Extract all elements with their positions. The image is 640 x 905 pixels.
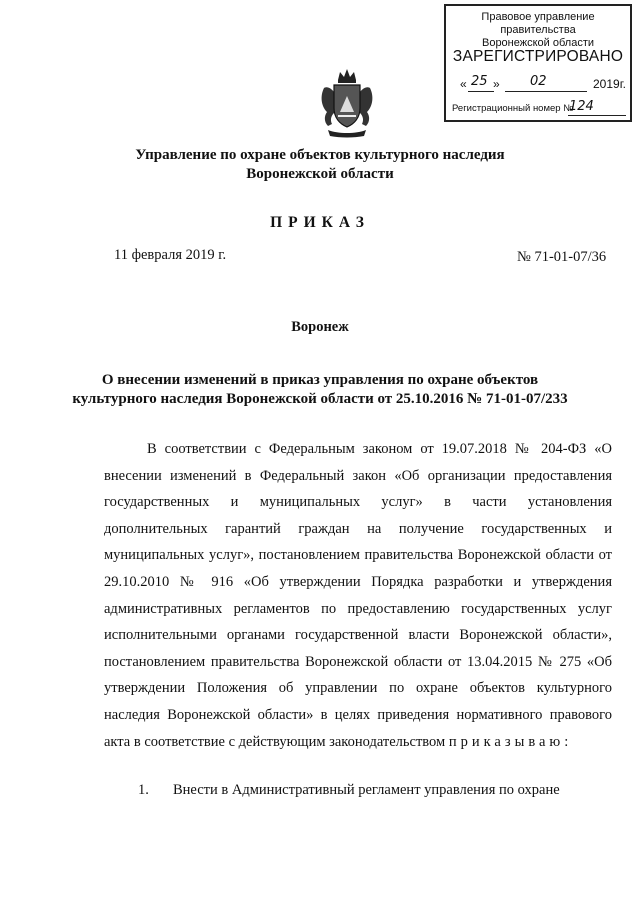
stamp-org xyxy=(446,11,630,50)
organization-name-line1: Управление по охране объектов культурного наследия xyxy=(135,147,505,163)
organization-name-line2: Воронежской области xyxy=(246,166,394,182)
stamp-reg-number-label: Регистрационный номер № xyxy=(452,103,574,114)
registration-stamp xyxy=(444,4,632,122)
organization-name xyxy=(0,146,640,184)
stamp-reg-number-value: 124 xyxy=(569,99,594,114)
order-item-1 xyxy=(104,777,612,803)
document-number: № 71-01-07/36 xyxy=(517,249,607,265)
document-city: Воронеж xyxy=(291,319,349,335)
document-date: 11 февраля 2019 г. xyxy=(114,247,227,263)
stamp-date-day: 25 xyxy=(471,74,488,89)
preamble-paragraph xyxy=(104,436,612,755)
document-subject-line1: О внесении изменений в приказ управления по охране объектов xyxy=(101,372,539,388)
stamp-org-line2: Воронежской области xyxy=(481,37,594,49)
coat-of-arms-icon xyxy=(318,66,376,138)
document-type-title: ПРИКАЗ xyxy=(270,214,370,231)
order-item-1-number: 1. xyxy=(138,782,149,798)
preamble-text: В соответствии с Федеральным законом от 19.07.2018 № 204-ФЗ «О внесении изменений в Федеральный закон «Об организации предоставления государственных и муниципальных услуг» в части установления дополнительных гарантий граждан на получение государственных и муниципальных услуг», постановлением правительства Воронежской области от 29.10.2010 № 916 «Об утверждении Порядка разработки и утверждения административных регламентов по предоставлению государственных услуг исполнительными органами государственной власти Воронежской области», постановлением правительства Воронежской области от 13.04.2015 № 275 «Об утверждении Положения об управлении по охране объектов культурного наследия Воронежской области» в целях приведения нормативного правового акта в соответствие с действующим законодательством xyxy=(104,441,612,750)
stamp-date-open-quote: « xyxy=(460,77,467,91)
stamp-date-year: 2019г. xyxy=(593,77,626,91)
stamp-status: ЗАРЕГИСТРИРОВАНО xyxy=(452,48,624,65)
stamp-date-close-quote: » xyxy=(493,77,500,91)
stamp-org-line1: Правовое управление правительства xyxy=(481,11,595,36)
document-subject-line2: культурного наследия Воронежской области от 25.10.2016 № 71-01-07/233 xyxy=(72,391,568,407)
stamp-reg-number xyxy=(452,99,624,114)
document-subject xyxy=(0,371,640,409)
order-item-1-text: Внести в Административный регламент управления по охране xyxy=(173,782,560,798)
stamp-date xyxy=(460,74,626,94)
stamp-date-month: 02 xyxy=(530,74,547,89)
order-word: приказываю: xyxy=(448,733,573,750)
